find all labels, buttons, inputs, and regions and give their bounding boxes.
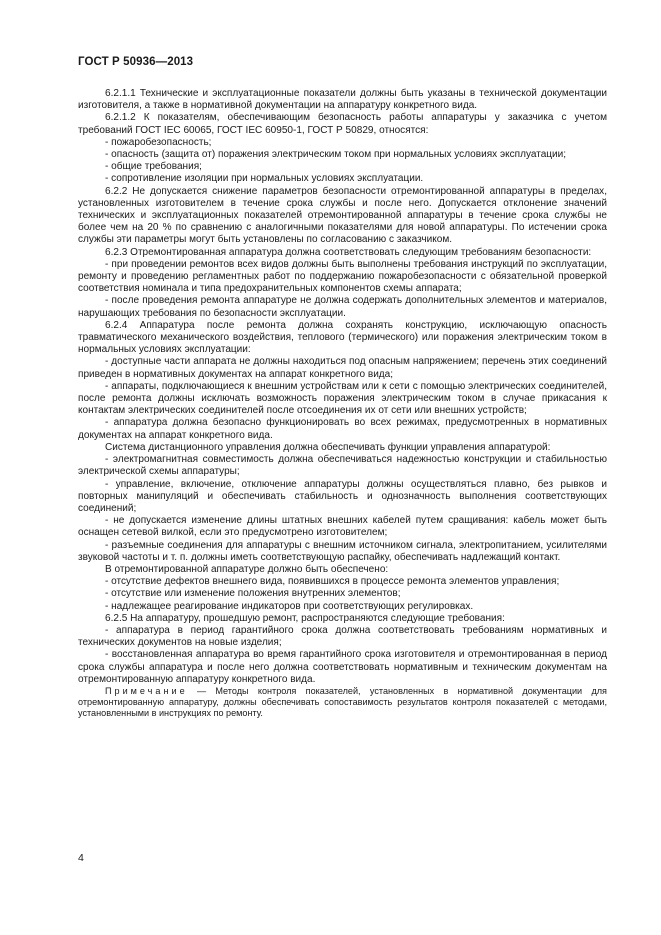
paragraph: 6.2.2 Не допускается снижение параметров безопасности отремонтированной аппаратуры в пределах, установленных изготовителем в течение срока службы и после него. Допускается отклонение значений технических и эксплуатационных показателей отремонтированной аппаратуры в течение срока службы не более чем на 20 % по сравнению с аналогичными показателями для новой аппаратуры. По истечении срока службы эти параметры могут быть установлены по согласованию с заказчиком. — [78, 185, 607, 246]
paragraph: 6.2.1.2 К показателям, обеспечивающим безопасность работы аппаратуры у заказчика с учетом требований ГОСТ IEC 60065, ГОСТ IEC 60950-1, ГОСТ Р 50829, относятся: — [78, 112, 607, 136]
list-item: - отсутствие или изменение положения внутренних элементов; — [105, 588, 401, 600]
list-item: - аппаратура должна безопасно функционировать во всех режимах, предусмотренных в нормативных документах на аппарат конкретного вида. — [78, 417, 607, 441]
list-item: - отсутствие дефектов внешнего вида, появившихся в процессе ремонта элементов управления; — [105, 576, 560, 588]
note-text: Методы контроля показателей, установленных в нормативной документации для отремонтированную аппаратуру, должны обеспечивать сопоставимость результатов контроля показателей с методами, установленными в инструкциях по ремонту. — [78, 685, 607, 719]
paragraph: 6.2.5 На аппаратуру, прошедшую ремонт, распространяются следующие требования: — [105, 612, 505, 624]
note-label: Примечание — [105, 685, 188, 696]
list-item: - разъемные соединения для аппаратуры с внешним источником сигнала, электропитанием, усилителями звуковой частоты и т. п. должны иметь соответствующую распайку, обеспечивать надлежащий контакт. — [78, 539, 607, 563]
list-item: - аппаратура в период гарантийного срока должна соответствовать требованиям нормативных и технических документов на новые изделия; — [78, 624, 607, 649]
list-item: - сопротивление изоляции при нормальных условиях эксплуатации. — [105, 173, 424, 185]
document-body — [78, 88, 607, 720]
list-item: - доступные части аппарата не должны находиться под опасным напряжением; перечень этих соединений приведен в нормативных документах на аппарат конкретного вида; — [78, 356, 607, 380]
paragraph: Система дистанционного управления должна обеспечивать функции управления аппаратурой: — [105, 441, 551, 453]
list-item: - опасность (защита от) поражения электрическим током при нормальных условиях эксплуатации; — [105, 149, 567, 161]
list-item: - надлежащее реагирование индикаторов при соответствующих регулировках. — [105, 600, 474, 612]
list-item: - пожаробезопасность; — [105, 136, 212, 148]
document-header: ГОСТ Р 50936—2013 — [78, 56, 194, 68]
note — [78, 686, 607, 720]
note-dash: — — [196, 685, 207, 696]
list-item: - аппараты, подключающиеся к внешним устройствам или к сети с помощью электрических соединителей, после ремонта должны исключать возможность поражения электрическим током в случае прикасания к контактам электрических соединителей после отсоединения их от сети или внешних устройств; — [78, 380, 607, 417]
list-item: - не допускается изменение длины штатных внешних кабелей путем сращивания: кабель может быть оснащен сетевой вилкой, если это предусмотрено изготовителем; — [78, 515, 607, 539]
list-item: - управление, включение, отключение аппаратуры должны осуществляться плавно, без рывков и повторных манипуляций и обеспечивать стабильность и однозначность выполнения соответствующих соединений; — [78, 478, 607, 514]
list-item: - электромагнитная совместимость должна обеспечиваться надежностью конструкции и стабильностью электрической схемы аппаратуры; — [78, 454, 607, 478]
paragraph: 6.2.3 Отремонтированная аппаратура должна соответствовать следующим требованиям безопасности: — [105, 246, 592, 258]
paragraph: В отремонтированной аппаратуре должно быть обеспечено: — [105, 563, 389, 575]
list-item: - после проведения ремонта аппаратуре не должна содержать дополнительных элементов и материалов, нарушающих требования по безопасности эксплуатации. — [78, 295, 607, 319]
list-item: - восстановленная аппаратура во время гарантийного срока изготовителя и отремонтированная в период срока службы аппаратура и после него должна соответствовать нормативным и техническим документам на отремонтированную аппаратуру конкретного вида. — [78, 649, 607, 685]
list-item: - при проведении ремонтов всех видов должны быть выполнены требования инструкций по эксплуатации, ремонту и проведению регламентных работ по поддержанию пожаробезопасности с обязательной проверкой соответствия номинала и типа предохранительных компонентов схемы аппарата; — [78, 258, 607, 295]
list-item: - общие требования; — [105, 161, 202, 173]
paragraph: 6.2.4 Аппаратура после ремонта должна сохранять конструкцию, исключающую опасность травматического механического воздействия, теплового (термического) или поражения электрическим током в нормальных условиях эксплуатации: — [78, 319, 607, 356]
page-number: 4 — [78, 852, 84, 864]
paragraph: 6.2.1.1 Технические и эксплуатационные показатели должны быть указаны в технической документации изготовителя, а также в нормативной документации на аппаратуру конкретного вида. — [78, 88, 607, 112]
